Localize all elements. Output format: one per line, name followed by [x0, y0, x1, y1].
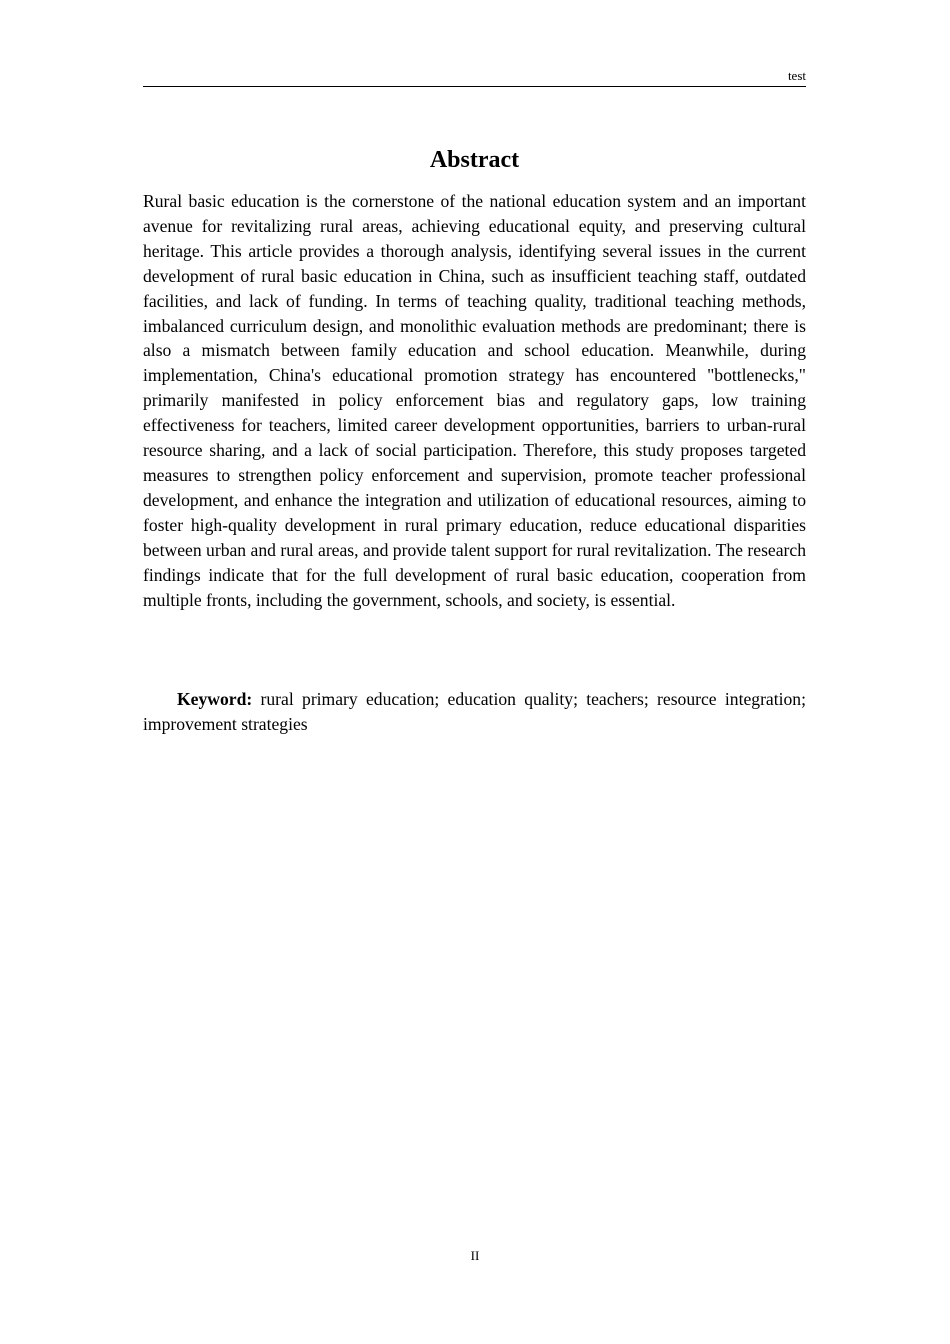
keywords-label: Keyword: [177, 689, 253, 709]
abstract-title: Abstract [429, 147, 520, 173]
page-number: II [470, 1248, 480, 1263]
keywords-text: rural primary education; education quality; teachers; resource integration; improvement strategies [143, 689, 806, 734]
page-header [143, 66, 806, 87]
header-text: test [787, 68, 806, 83]
abstract-body: Rural basic education is the cornerstone of the national education system and an important avenue for revitalizing rural areas, achieving educational equity, and preserving cultural heritage. This article provides a thorough analysis, identifying several issues in the current development of rural basic education in China, such as insufficient teaching staff, outdated facilities, and lack of funding. In terms of teaching quality, traditional teaching methods, imbalanced curriculum design, and monolithic evaluation methods are predominant; there is also a mismatch between family education and school education. Meanwhile, during implementation, China's educational promotion strategy has encountered "bottlenecks," primarily manifested in policy enforcement bias and regulatory gaps, low training effectiveness for teachers, limited career development opportunities, barriers to urban-rural resource sharing, and a lack of social participation. Therefore, this study proposes targeted measures to strengthen policy enforcement and supervision, promote teacher professional development, and enhance the integration and utilization of educational resources, aiming to foster high-quality development in rural primary education, reduce educational disparities between urban and rural areas, and provide talent support for rural revitalization. The research findings indicate that for the full development of rural basic education, cooperation from multiple fronts, including the government, schools, and society, is essential. [143, 191, 806, 610]
keywords-paragraph [143, 687, 806, 737]
